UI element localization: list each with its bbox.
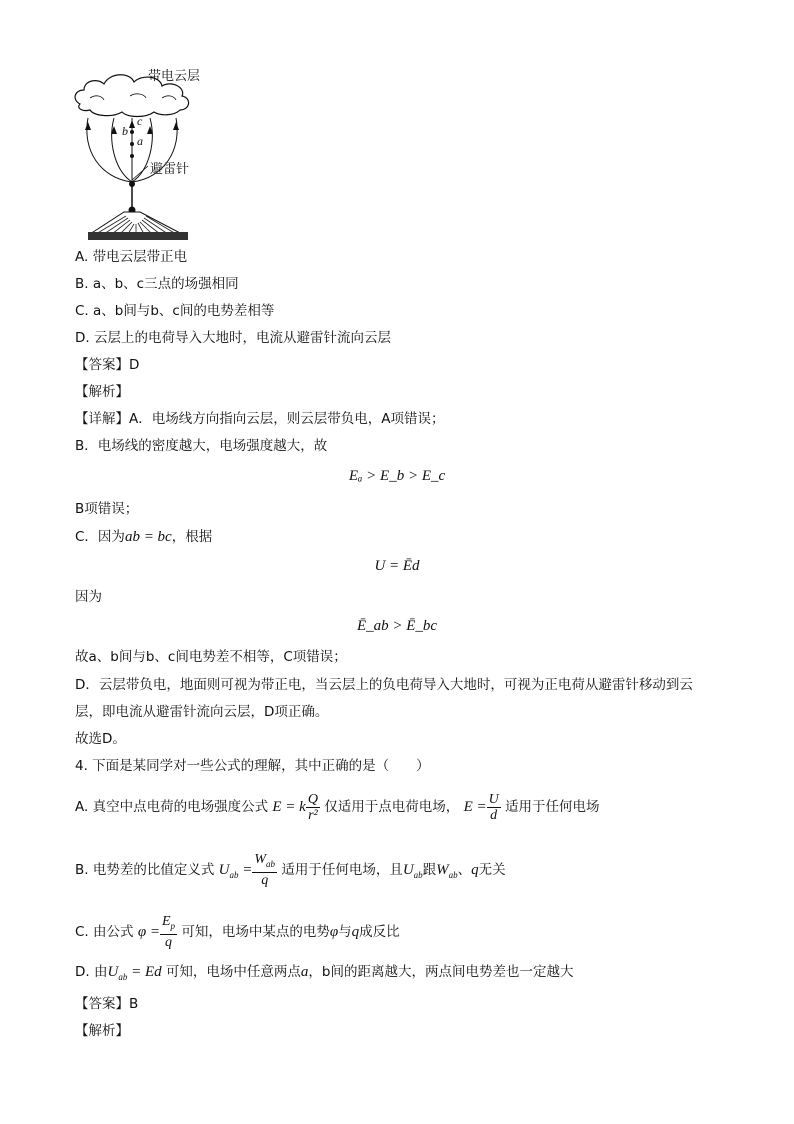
q4-option-c [75, 914, 400, 950]
q4-d-prefix: D. 由 [75, 964, 108, 980]
symbol-q: q [471, 861, 479, 878]
fraction-q-r2: $\frac{Q}{\text{r²}}$ [307, 791, 318, 823]
q4-b-separator: 、 [457, 861, 472, 878]
formula-coulomb-field: E = k [272, 799, 306, 815]
symbol-wab: $W_{ab}$ [436, 861, 458, 880]
cloud-label: 带电云层 [148, 69, 201, 84]
equation-u-ed: U = Ēd [374, 558, 420, 574]
q4-option-a [75, 790, 600, 824]
q4-d-suffix: ，b间的距离越大，两点间电势差也一定越大 [308, 964, 574, 980]
q4-option-d [75, 963, 574, 986]
q4-a-prefix: A. 真空中点电荷的电场强度公式 [75, 799, 269, 815]
q3-because: 因为 [75, 589, 102, 605]
symbol-phi: φ [329, 923, 339, 940]
lightning-rod-figure [70, 60, 230, 240]
q4-b-with: 跟 [422, 861, 437, 878]
q3-option-d: D. 云层上的电荷导入大地时，电流从避雷针流向云层 [75, 330, 391, 346]
q3-answer: 【答案】D [75, 357, 140, 373]
q4-b-suffix: 无关 [478, 861, 506, 878]
q3-option-a: A. 带电云层带正电 [75, 249, 188, 265]
point-b-label: b [122, 124, 128, 138]
symbol-a: a [300, 964, 309, 980]
q4-answer: 【答案】B [75, 996, 139, 1012]
q4-option-b [75, 852, 506, 892]
formula-potential: φ = [137, 923, 160, 940]
q3-detail-c [75, 528, 212, 546]
symbol-q-c: q [351, 923, 360, 940]
q3-option-c: C. a、b间与b、c间的电势差相等 [75, 303, 275, 319]
fraction-ep-q: $\frac{E_p}{q}$ [161, 914, 176, 950]
lightning-rod-label: 避雷针 [150, 162, 190, 177]
q4-b-middle: 适用于任何电场，且 [281, 861, 403, 878]
q3-detail-b: B．电场线的密度越大，电场强度越大，故 [75, 438, 328, 454]
q4-d-middle: 可知，电场中任意两点 [165, 964, 301, 980]
equation-ab-bc: ab = bc [124, 529, 172, 545]
q4-a-suffix: 适用于任何电场 [505, 799, 600, 815]
equation-field-strength-order: Eₐ > E_b > E_c [348, 468, 446, 484]
q4-b-prefix: B. 电势差的比值定义式 [75, 861, 215, 878]
q3-conclusion: 故选D。 [75, 731, 126, 747]
symbol-uab: $U_{ab}$ [402, 861, 423, 880]
q4-c-and: 与 [338, 923, 352, 940]
formula-uniform-field: E = [463, 799, 487, 815]
fraction-wab-q: $\frac{W_{ab}}{q}$ [254, 852, 276, 888]
fraction-u-d: $\frac{U}{d}$ [488, 791, 499, 823]
q4-c-middle: 可知，电场中某点的电势 [181, 923, 330, 940]
point-a-label: a [137, 134, 143, 148]
point-c-label: c [137, 114, 143, 128]
q3-detail-a: 【详解】A．电场线方向指向云层，则云层带负电，A项错误； [75, 411, 445, 427]
equation-avg-field-compare: Ē_ab > Ē_bc [356, 618, 438, 634]
formula-potential-diff: $U_{ab}$ = [218, 861, 253, 880]
detail-c-prefix: C．因为 [75, 529, 125, 545]
q3-c-wrong: 故a、b间与b、c间电势差不相等，C项错误； [75, 649, 347, 665]
q4-c-prefix: C. 由公式 [75, 923, 134, 940]
q3-detail-d-line1: D．云层带负电，地面则可视为带正电，当云层上的负电荷导入大地时，可视为正电荷从避雷针移动到云 [75, 677, 693, 693]
q3-detail-d-line2: 层，即电流从避雷针流向云层，D项正确。 [75, 704, 329, 720]
formula-uab-ed: $U_{ab} = Ed$ [107, 964, 162, 982]
q4-c-suffix: 成反比 [359, 923, 400, 940]
q4-stem: 4. 下面是某同学对一些公式的理解，其中正确的是（ ） [75, 758, 430, 774]
q4-analysis-heading: 【解析】 [75, 1023, 129, 1039]
q4-a-middle: 仅适用于点电荷电场， [324, 799, 460, 815]
cloud-rod-diagram [70, 60, 230, 240]
detail-c-suffix: ，根据 [171, 529, 213, 545]
q3-option-b: B. a、b、c三点的场强相同 [75, 276, 239, 292]
q3-b-wrong: B项错误； [75, 501, 139, 517]
q3-analysis-heading: 【解析】 [75, 384, 129, 400]
